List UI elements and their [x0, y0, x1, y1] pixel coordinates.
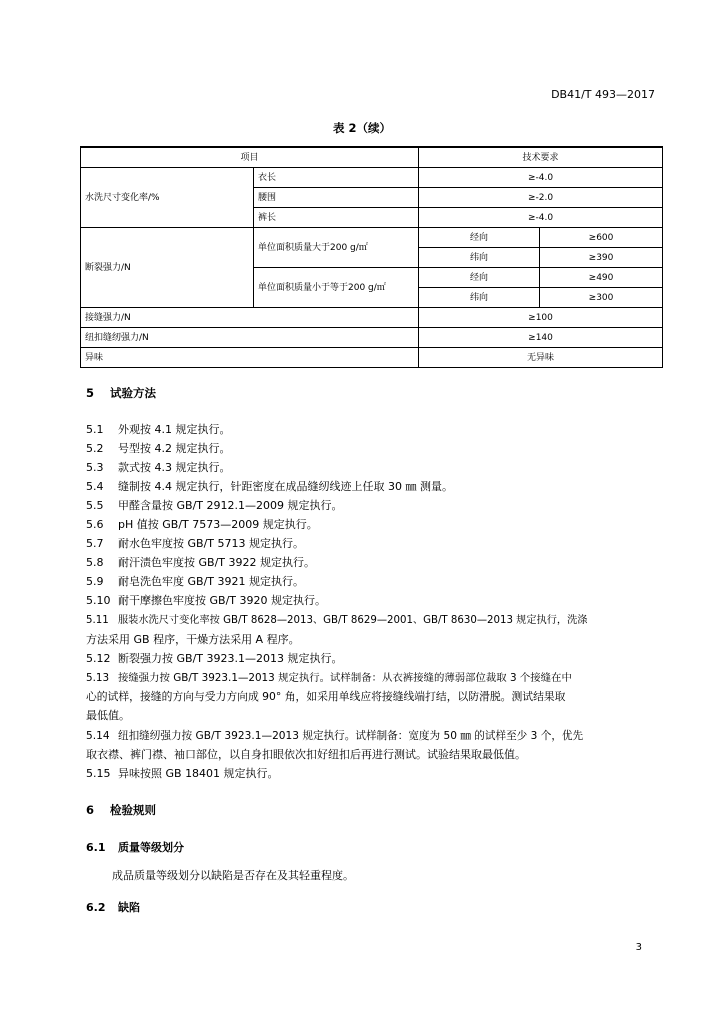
button-value: ≥140	[419, 328, 663, 348]
clause-number: 5.4	[86, 480, 104, 493]
clause-5-5	[86, 497, 342, 515]
section-5-heading	[86, 385, 156, 401]
clause-text: 缝制按 4.4 规定执行，针距密度在成品缝纫线迹上任取 30 ㎜ 测量。	[118, 480, 453, 493]
break-g2-weft-value: ≥300	[540, 288, 663, 308]
clause-5-15	[86, 765, 279, 783]
clause-text: 耐干摩擦色牢度按 GB/T 3920 规定执行。	[118, 594, 326, 607]
shrink-waist-value: ≥-2.0	[419, 188, 663, 208]
clause-text: 耐水色牢度按 GB/T 5713 规定执行。	[118, 537, 304, 550]
button-label: 纽扣缝纫强力/N	[81, 328, 419, 348]
section-6-2-heading	[86, 899, 140, 915]
break-g1-name: 单位面积质量大于200 g/㎡	[254, 228, 419, 268]
document-code: DB41/T 493—2017	[551, 88, 655, 101]
clause-5-6	[86, 516, 318, 534]
seam-value: ≥100	[419, 308, 663, 328]
break-label: 断裂强力/N	[81, 228, 254, 308]
clause-5-4	[86, 478, 453, 496]
break-g1-warp-name: 经向	[419, 228, 540, 248]
break-g1-weft-value: ≥390	[540, 248, 663, 268]
section-6-2-title: 缺陷	[118, 901, 140, 914]
section-6-1-number: 6.1	[86, 841, 106, 854]
break-g2-weft-name: 纬向	[419, 288, 540, 308]
spec-table	[80, 146, 663, 368]
table-row	[81, 308, 663, 328]
section-5-title: 试验方法	[110, 386, 156, 400]
clause-5-13-cont: 心的试样，接缝的方向与受力方向成 90° 角，如采用单线应将接缝线端打结，以防滑脱。测试结果取	[86, 690, 566, 703]
clause-number: 5.11	[86, 615, 109, 626]
shrink-waist-name: 腰围	[254, 188, 419, 208]
clause-number: 5.12	[86, 652, 111, 665]
clause-number: 5.13	[86, 672, 110, 684]
break-g1-weft-name: 纬向	[419, 248, 540, 268]
clause-text: 服装水洗尺寸变化率按 GB/T 8628—2013、GB/T 8629—2001、GB/T 8630—2013 规定执行，洗涤	[118, 615, 588, 626]
clause-5-3	[86, 459, 231, 477]
shrink-pants-value: ≥-4.0	[419, 208, 663, 228]
clause-5-12	[86, 650, 342, 668]
clause-5-1	[86, 421, 231, 439]
section-6-heading	[86, 802, 156, 818]
section-6-number: 6	[86, 803, 95, 817]
clause-number: 5.5	[86, 499, 104, 512]
table-row	[81, 168, 663, 188]
section-6-1-title: 质量等级划分	[118, 841, 184, 854]
break-g2-warp-name: 经向	[419, 268, 540, 288]
clause-5-13-cont2: 最低值。	[86, 709, 130, 722]
clause-number: 5.15	[86, 767, 111, 780]
header-item: 项目	[81, 147, 419, 168]
clause-number: 5.3	[86, 461, 104, 474]
clause-number: 5.10	[86, 594, 111, 607]
clause-text: 断裂强力按 GB/T 3923.1—2013 规定执行。	[118, 652, 343, 665]
shrink-length-value: ≥-4.0	[419, 168, 663, 188]
clause-5-10	[86, 592, 326, 610]
table-row	[81, 228, 663, 248]
break-g2-warp-value: ≥490	[540, 268, 663, 288]
clause-number: 5.6	[86, 518, 104, 531]
clause-number: 5.7	[86, 537, 104, 550]
clause-5-2	[86, 440, 231, 458]
section-6-title: 检验规则	[110, 803, 156, 817]
table-caption-suffix: （续）	[356, 121, 391, 135]
seam-label: 接缝强力/N	[81, 308, 419, 328]
odor-value: 无异味	[419, 348, 663, 368]
shrink-label: 水洗尺寸变化率/%	[81, 168, 254, 228]
clause-text: 异味按照 GB 18401 规定执行。	[118, 767, 279, 780]
clause-5-11	[86, 612, 588, 630]
table-row	[81, 328, 663, 348]
clause-text: pH 值按 GB/T 7573—2009 规定执行。	[118, 518, 318, 531]
clause-text: 耐汗渍色牢度按 GB/T 3922 规定执行。	[118, 556, 315, 569]
clause-number: 5.2	[86, 442, 104, 455]
clause-text: 外观按 4.1 规定执行。	[118, 423, 231, 436]
section-6-1-heading	[86, 839, 184, 855]
table-header-row	[81, 147, 663, 168]
clause-number: 5.8	[86, 556, 104, 569]
clause-5-11-cont: 方法采用 GB 程序，干燥方法采用 A 程序。	[86, 633, 300, 646]
clause-text: 甲醛含量按 GB/T 2912.1—2009 规定执行。	[118, 499, 343, 512]
table-caption-label: 表 2	[332, 121, 357, 135]
section-6-1-paragraph: 成品质量等级划分以缺陷是否存在及其轻重程度。	[112, 869, 354, 882]
section-5-number: 5	[86, 386, 95, 400]
clause-text: 耐皂洗色牢度 GB/T 3921 规定执行。	[118, 575, 304, 588]
clause-5-8	[86, 554, 315, 572]
shrink-pants-name: 裤长	[254, 208, 419, 228]
clause-text: 接缝强力按 GB/T 3923.1—2013 规定执行。试样制备：从衣裤接缝的薄弱部位裁取 3 个接缝在中	[118, 672, 572, 684]
break-g1-warp-value: ≥600	[540, 228, 663, 248]
section-6-2-number: 6.2	[86, 901, 106, 914]
clause-text: 款式按 4.3 规定执行。	[118, 461, 231, 474]
table-row	[81, 348, 663, 368]
clause-number: 5.9	[86, 575, 104, 588]
header-requirement: 技术要求	[419, 147, 663, 168]
clause-number: 5.14	[86, 730, 110, 742]
page-number: 3	[635, 942, 642, 953]
clause-text: 号型按 4.2 规定执行。	[118, 442, 231, 455]
clause-text: 纽扣缝纫强力按 GB/T 3923.1—2013 规定执行。试样制备：宽度为 50 ㎜ 的试样至少 3 个，优先	[118, 730, 584, 742]
clause-number: 5.1	[86, 423, 104, 436]
odor-label: 异味	[81, 348, 419, 368]
clause-5-9	[86, 573, 304, 591]
shrink-length-name: 衣长	[254, 168, 419, 188]
clause-5-7	[86, 535, 304, 553]
clause-5-14	[86, 727, 583, 745]
table-caption	[0, 120, 724, 136]
break-g2-name: 单位面积质量小于等于200 g/㎡	[254, 268, 419, 308]
clause-5-14-cont: 取衣襟、裤门襟、袖口部位，以自身扣眼依次扣好纽扣后再进行测试。试验结果取最低值。	[86, 748, 526, 761]
clause-5-13	[86, 669, 572, 687]
